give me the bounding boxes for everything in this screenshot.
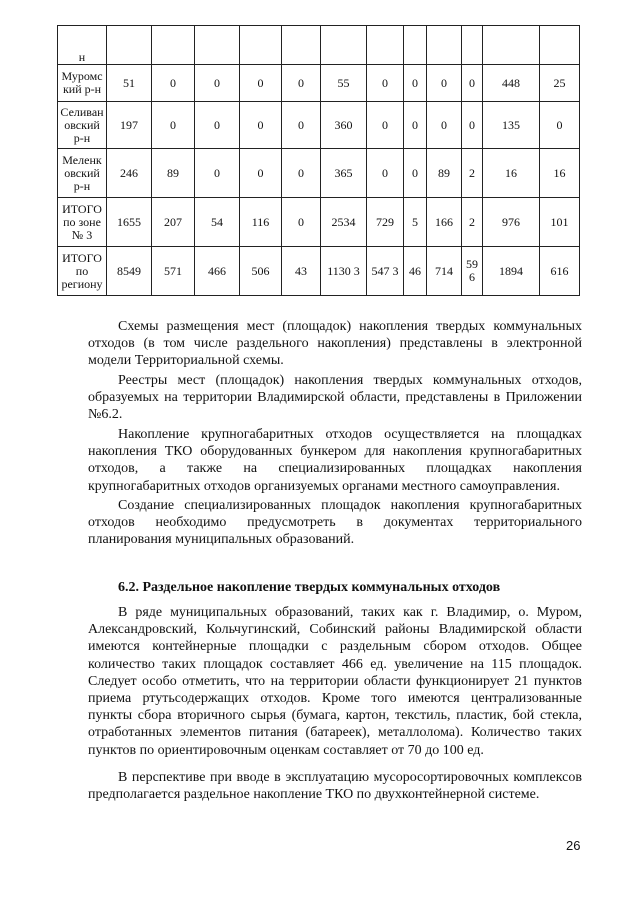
table-cell: 89 xyxy=(427,149,462,198)
table-cell: 976 xyxy=(483,198,540,247)
section-heading: 6.2. Раздельное накопление твердых коммунальных отходов xyxy=(118,580,501,595)
table-cell: 25 xyxy=(540,65,580,102)
table-cell: 54 xyxy=(195,198,240,247)
table-cell: 0 xyxy=(195,149,240,198)
table-cell xyxy=(195,26,240,65)
table-cell: 0 xyxy=(367,65,404,102)
table-cell xyxy=(321,26,367,65)
table-cell: 207 xyxy=(152,198,195,247)
table-cell: 0 xyxy=(404,149,427,198)
table-cell xyxy=(240,26,282,65)
table-cell: 5 xyxy=(404,198,427,247)
table-cell: 0 xyxy=(195,102,240,149)
table-cell: 0 xyxy=(152,65,195,102)
table-cell: 43 xyxy=(282,247,321,296)
table-cell: 0 xyxy=(367,149,404,198)
table-cell: 8549 xyxy=(107,247,152,296)
table-cell-district: н xyxy=(58,26,107,65)
table-cell: 0 xyxy=(367,102,404,149)
table-cell xyxy=(367,26,404,65)
table-cell: 89 xyxy=(152,149,195,198)
table-cell xyxy=(483,26,540,65)
paragraph-separate-collection: В ряде муниципальных образований, таких как г. Владимир, о. Муром, Александровский, Кольчугинский, Собинский районы Владимирской области имеются контейнерные площадки с раздельным сбором отходов. Общее количество таких площадок составляет 466 ед. увеличение на 115 площадок. Следует особо отметить, что на территории области функционирует 21 пунктов приема ртутьсодержащих отходов. Кроме того имеются централизованные пункты сбора вторичного сырья (бумага, картон, текстиль, пластик, бой стекла, отработанных элементов питания (батареек), металлолома). Количество таких пунктов по ориентировочным оценкам составляет от 70 до 100 ед. xyxy=(88,605,582,758)
table-cell: 0 xyxy=(282,102,321,149)
paragraph-outlook: В перспективе при вводе в эксплуатацию мусоросортировочных комплексов предполагается раздельное накопление ТКО по двухконтейнерной системе. xyxy=(88,770,582,803)
table-cell: 0 xyxy=(240,65,282,102)
waste-data-table xyxy=(57,25,580,296)
table-cell: 0 xyxy=(462,102,483,149)
table-cell xyxy=(540,26,580,65)
table-cell: 59 6 xyxy=(462,247,483,296)
table-cell xyxy=(152,26,195,65)
table-row xyxy=(58,247,580,296)
table-cell: 0 xyxy=(240,102,282,149)
table-row xyxy=(58,26,580,65)
table-cell: 16 xyxy=(483,149,540,198)
table-cell: 2 xyxy=(462,149,483,198)
table-cell xyxy=(404,26,427,65)
table-cell: 365 xyxy=(321,149,367,198)
paragraph-bulky-waste: Накопление крупногабаритных отходов осуществляется на площадках накопления ТКО оборудованных бункером для накопления крупногабаритных отходов, а также на специализированных площадках накопления крупногабаритных отходов организуемых органами местного самоуправления. xyxy=(88,427,582,494)
table-row xyxy=(58,65,580,102)
table-row xyxy=(58,102,580,149)
table-cell: 0 xyxy=(404,102,427,149)
table-cell: 547 3 xyxy=(367,247,404,296)
table-cell: 2 xyxy=(462,198,483,247)
table-cell: 714 xyxy=(427,247,462,296)
table-cell xyxy=(427,26,462,65)
table-cell: 55 xyxy=(321,65,367,102)
table-cell xyxy=(282,26,321,65)
table-cell: 116 xyxy=(240,198,282,247)
table-row xyxy=(58,198,580,247)
table-cell: 0 xyxy=(540,102,580,149)
table-cell: 2534 xyxy=(321,198,367,247)
table-cell: 616 xyxy=(540,247,580,296)
table-cell: 1655 xyxy=(107,198,152,247)
table-cell-district: Меленк овский р-н xyxy=(58,149,107,198)
table-cell: 0 xyxy=(282,65,321,102)
table-cell-district: ИТОГО по зоне № 3 xyxy=(58,198,107,247)
table-cell-district: Муромс кий р-н xyxy=(58,65,107,102)
table-cell: 729 xyxy=(367,198,404,247)
table-cell: 51 xyxy=(107,65,152,102)
paragraph-specialized-sites: Создание специализированных площадок накопления крупногабаритных отходов необходимо предусмотреть в документах территориального планирования муниципальных образований. xyxy=(88,498,582,548)
paragraph-schemes: Схемы размещения мест (площадок) накопления твердых коммунальных отходов (в том числе раздельного накопления) представлены в электронной модели Территориальной схемы. xyxy=(88,319,582,369)
table-cell: 246 xyxy=(107,149,152,198)
table-cell: 360 xyxy=(321,102,367,149)
table-cell: 197 xyxy=(107,102,152,149)
page-number: 26 xyxy=(566,838,581,853)
table-cell: 0 xyxy=(404,65,427,102)
table-cell: 46 xyxy=(404,247,427,296)
table-cell: 571 xyxy=(152,247,195,296)
table-row xyxy=(58,149,580,198)
table-cell: 0 xyxy=(152,102,195,149)
table-cell: 448 xyxy=(483,65,540,102)
table-cell: 0 xyxy=(240,149,282,198)
table-cell xyxy=(107,26,152,65)
table-cell: 0 xyxy=(462,65,483,102)
table-cell: 1894 xyxy=(483,247,540,296)
table-cell-district: ИТОГО по региону xyxy=(58,247,107,296)
paragraph-registers: Реестры мест (площадок) накопления твердых коммунальных отходов, образуемых на территории Владимирской области, представлены в Приложении №6.2. xyxy=(88,373,582,423)
table-cell: 0 xyxy=(427,102,462,149)
table-cell: 135 xyxy=(483,102,540,149)
table-cell xyxy=(462,26,483,65)
table-cell-district: Селиван овский р-н xyxy=(58,102,107,149)
table-cell: 0 xyxy=(427,65,462,102)
table-cell: 101 xyxy=(540,198,580,247)
table-cell: 166 xyxy=(427,198,462,247)
table-cell: 0 xyxy=(282,149,321,198)
table-cell: 0 xyxy=(195,65,240,102)
table-cell: 506 xyxy=(240,247,282,296)
table-cell: 0 xyxy=(282,198,321,247)
table-cell: 466 xyxy=(195,247,240,296)
table-cell: 1130 3 xyxy=(321,247,367,296)
table-cell: 16 xyxy=(540,149,580,198)
